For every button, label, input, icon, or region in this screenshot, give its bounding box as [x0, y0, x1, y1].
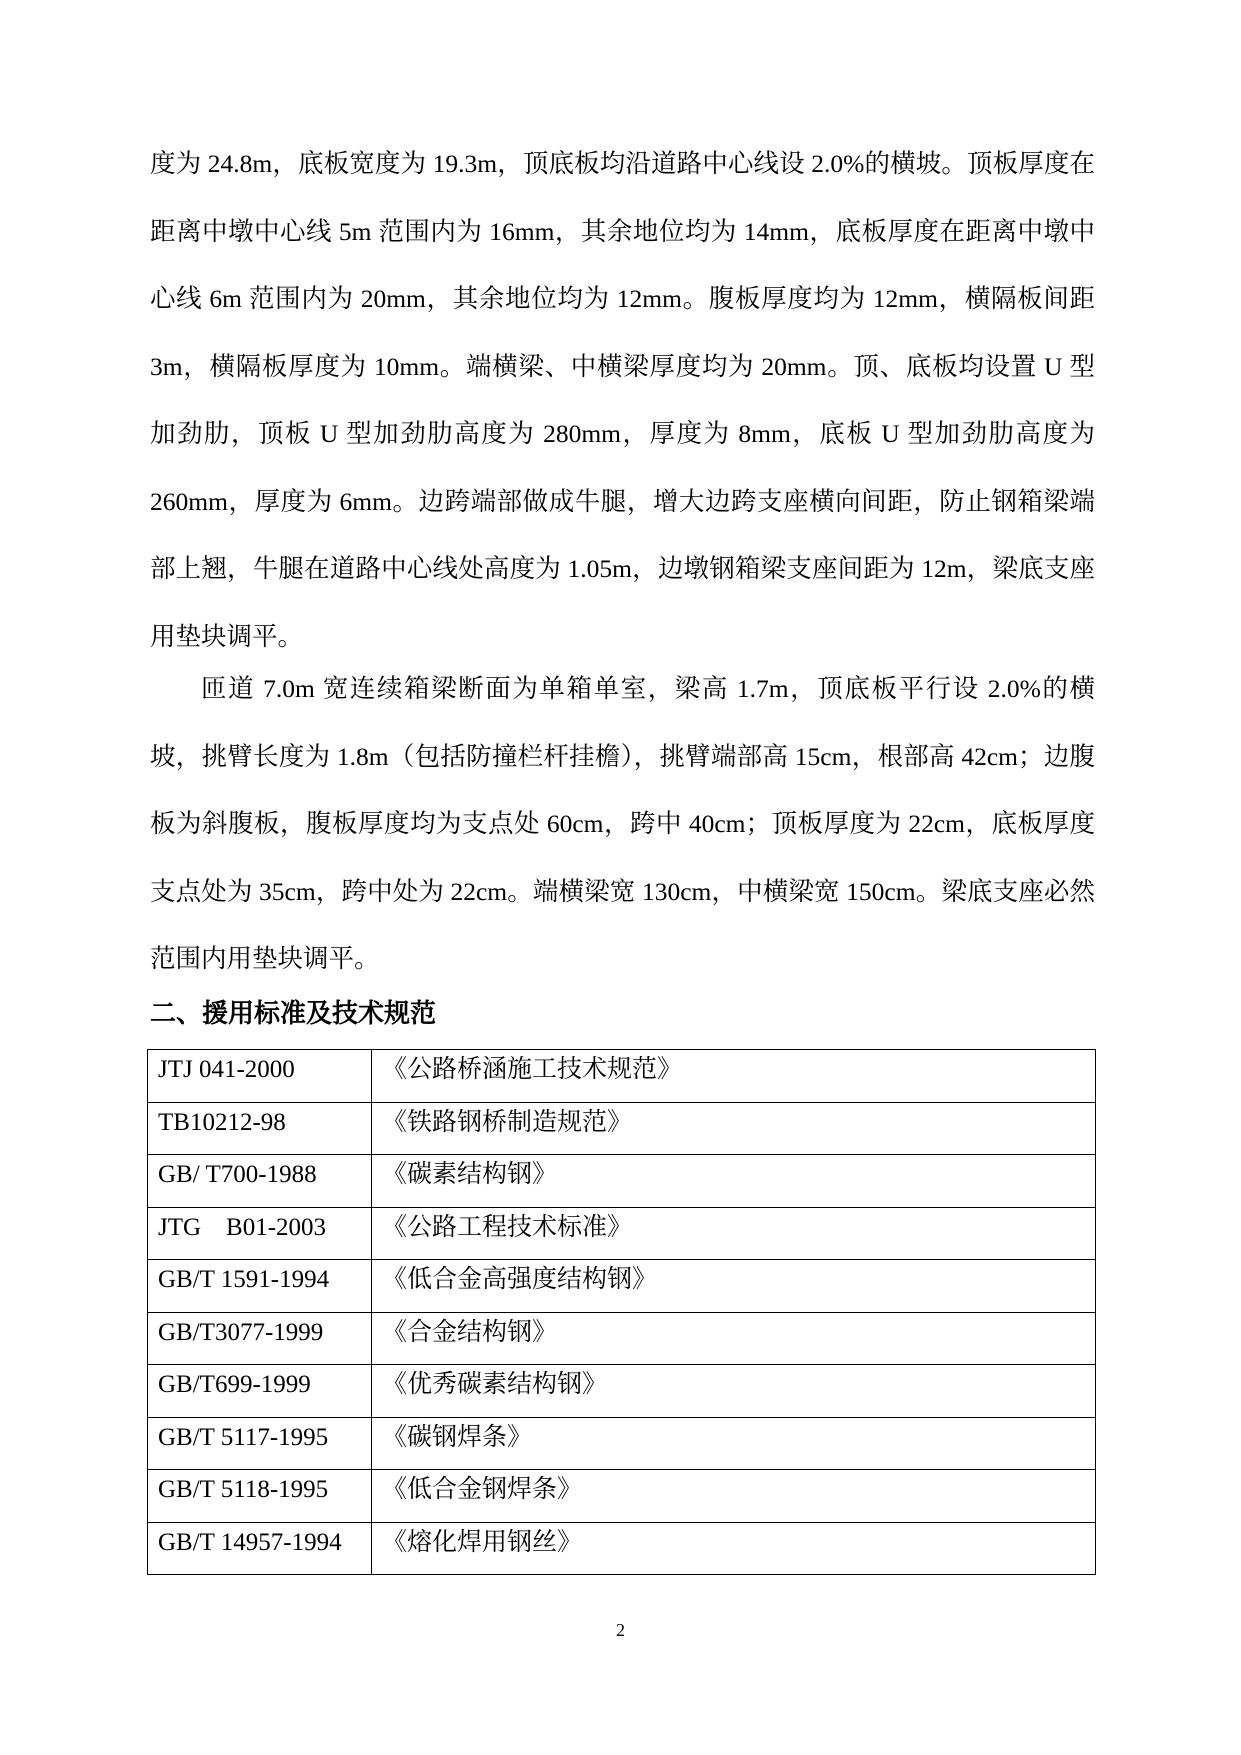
standard-code: JTG B01-2003	[148, 1207, 372, 1260]
standard-code: GB/T 5118-1995	[148, 1470, 372, 1523]
table-row	[148, 1050, 1096, 1103]
standard-title: 《低合金钢焊条》	[372, 1470, 1096, 1523]
standard-code: GB/ T700-1988	[148, 1155, 372, 1208]
table-row	[148, 1470, 1096, 1523]
table-row	[148, 1522, 1096, 1575]
standard-code: GB/T699-1999	[148, 1365, 372, 1418]
table-row	[148, 1102, 1096, 1155]
standard-code: GB/T3077-1999	[148, 1312, 372, 1365]
standard-code: GB/T 14957-1994	[148, 1522, 372, 1575]
standard-code: JTJ 041-2000	[148, 1050, 372, 1103]
table-row	[148, 1260, 1096, 1313]
page-number: 2	[616, 1620, 625, 1640]
section-heading: 二、援用标准及技术规范	[150, 999, 437, 1029]
standard-title: 《公路桥涵施工技术规范》	[372, 1050, 1096, 1103]
standard-title: 《碳素结构钢》	[372, 1155, 1096, 1208]
table-row	[148, 1312, 1096, 1365]
standard-title: 《铁路钢桥制造规范》	[372, 1102, 1096, 1155]
table-row	[148, 1155, 1096, 1208]
body-paragraph: 匝道 7.0m 宽连续箱梁断面为单箱单室，梁高 1.7m，顶底板平行设 2.0%的横坡，挑臂长度为 1.8m（包括防撞栏杆挂檐），挑臂端部高 15cm，根部高 42cm；边腹板为斜腹板，腹板厚度均为支点处 60cm，跨中 40cm；顶板厚度为 22cm，底板厚度支点处为 35cm，跨中处为 22cm。端横梁宽 130cm，中横梁宽 150cm。梁底支座必然范围内用垫块调平。	[150, 674, 1095, 973]
standard-title: 《低合金高强度结构钢》	[372, 1260, 1096, 1313]
standard-title: 《熔化焊用钢丝》	[372, 1522, 1096, 1575]
standard-title: 《公路工程技术标准》	[372, 1207, 1096, 1260]
table-row	[148, 1417, 1096, 1470]
standard-code: TB10212-98	[148, 1102, 372, 1155]
standard-code: GB/T 5117-1995	[148, 1417, 372, 1470]
standard-title: 《优秀碳素结构钢》	[372, 1365, 1096, 1418]
table-row	[148, 1207, 1096, 1260]
standard-title: 《合金结构钢》	[372, 1312, 1096, 1365]
standard-code: GB/T 1591-1994	[148, 1260, 372, 1313]
table-row	[148, 1365, 1096, 1418]
standards-table	[147, 1049, 1096, 1575]
standard-title: 《碳钢焊条》	[372, 1417, 1096, 1470]
body-paragraph: 度为 24.8m，底板宽度为 19.3m，顶底板均沿道路中心线设 2.0%的横坡。顶板厚度在距离中墩中心线 5m 范围内为 16mm，其余地位均为 14mm，底板厚度在距离中墩中心线 6m 范围内为 20mm，其余地位均为 12mm。腹板厚度均为 12mm，横隔板间距 3m，横隔板厚度为 10mm。端横梁、中横梁厚度均为 20mm。顶、底板均设置 U 型加劲肋，顶板 U 型加劲肋高度为 280mm，厚度为 8mm，底板 U 型加劲肋高度为 260mm，厚度为 6mm。边跨端部做成牛腿，增大边跨支座横向间距，防止钢箱梁端部上翘，牛腿在道路中心线处高度为 1.05m，边墩钢箱梁支座间距为 12m，梁底支座用垫块调平。	[150, 149, 1095, 651]
